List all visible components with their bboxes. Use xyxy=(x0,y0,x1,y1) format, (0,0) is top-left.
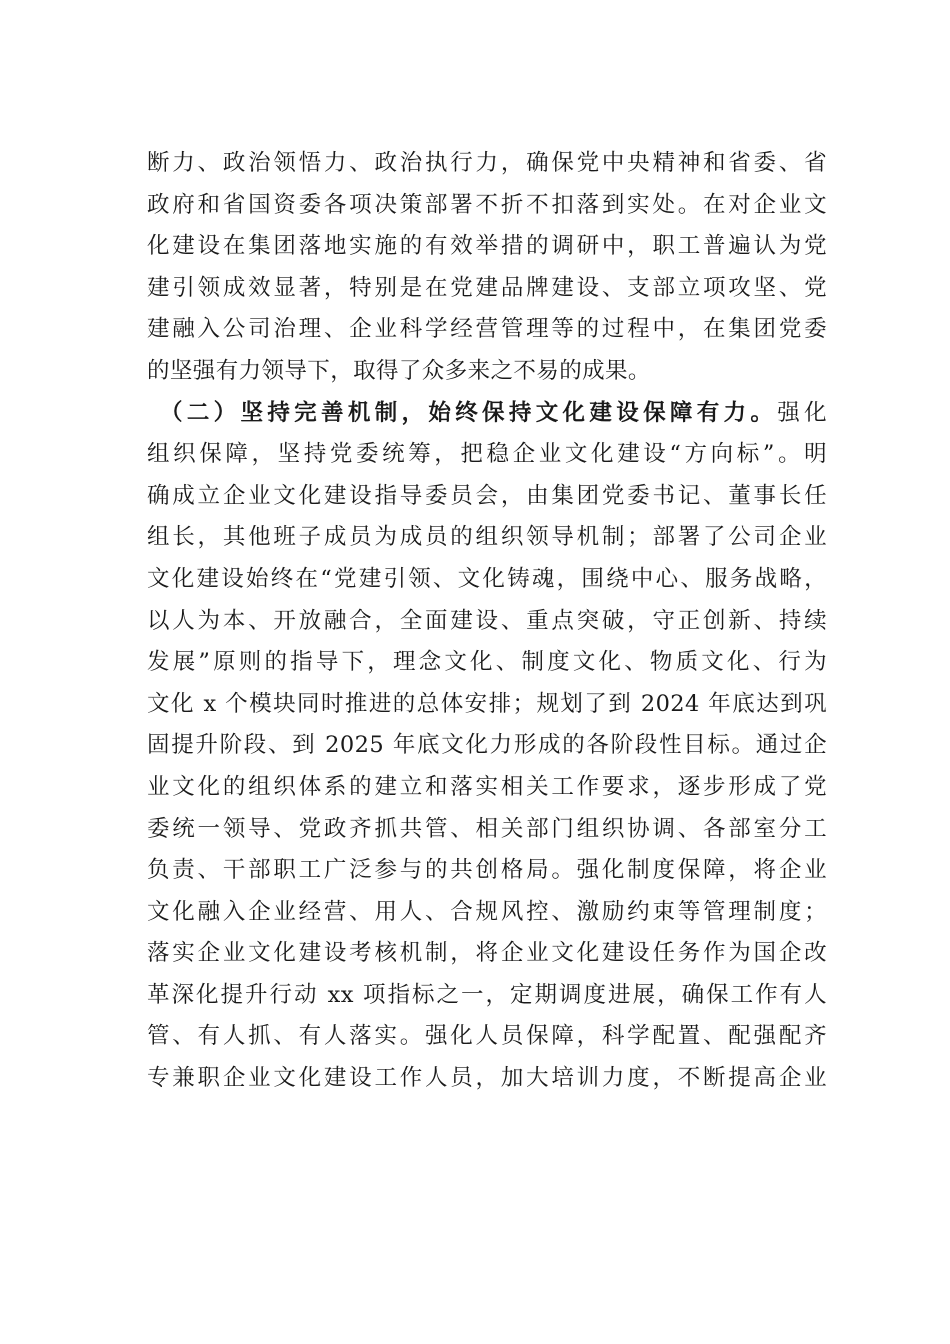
text-line xyxy=(147,1058,827,1100)
line-text: 固提升阶段、到 2025 年底文化力形成的各阶段性目标。通过企 xyxy=(147,732,827,759)
text-line xyxy=(147,185,827,227)
line-text: 断力、政治领悟力、政治执行力，确保党中央精神和省委、省 xyxy=(147,150,827,176)
line-text: 文化建设始终在“党建引领、文化铸魂，围绕中心、服务战略， xyxy=(147,565,827,592)
text-line xyxy=(147,143,827,185)
text-line xyxy=(147,933,827,975)
line-text: 文化融入企业经营、用人、合规风控、激励约束等管理制度； xyxy=(147,898,827,925)
text-line xyxy=(147,892,827,934)
body-text xyxy=(147,143,827,1100)
section-heading-line xyxy=(147,393,827,435)
text-line xyxy=(147,559,827,601)
line-text: 确成立企业文化建设指导委员会，由集团党委书记、董事长任 xyxy=(147,482,827,509)
line-text: 建融入公司治理、企业科学经营管理等的过程中，在集团党委 xyxy=(147,316,827,343)
text-line xyxy=(147,517,827,559)
line-text: 建引领成效显著，特别是在党建品牌建设、支部立项攻坚、党 xyxy=(147,274,827,301)
line-text: 政府和省国资委各项决策部署不折不扣落到实处。在对企业文 xyxy=(147,191,827,218)
text-line xyxy=(147,809,827,851)
line-text: 专兼职企业文化建设工作人员，加大培训力度，不断提高企业 xyxy=(147,1065,827,1092)
text-line xyxy=(147,850,827,892)
line-text: 强化 xyxy=(777,399,827,426)
line-text: 文化 x 个模块同时推进的总体安排；规划了到 2024 年底达到巩 xyxy=(147,690,827,717)
line-text: 的坚强有力领导下，取得了众多来之不易的成果。 xyxy=(147,357,651,384)
line-text: 革深化提升行动 xx 项指标之一，定期调度进展，确保工作有人 xyxy=(147,981,827,1008)
text-line xyxy=(147,601,827,643)
text-line xyxy=(147,767,827,809)
line-text: 业文化的组织体系的建立和落实相关工作要求，逐步形成了党 xyxy=(147,773,827,800)
line-text: 组织保障，坚持党委统筹，把稳企业文化建设“方向标”。明 xyxy=(147,441,827,468)
line-text: 组长，其他班子成员为成员的组织领导机制；部署了公司企业 xyxy=(147,524,827,551)
text-line xyxy=(147,476,827,518)
line-text: 落实企业文化建设考核机制，将企业文化建设任务作为国企改 xyxy=(147,940,827,967)
text-line xyxy=(147,351,827,393)
text-line xyxy=(147,975,827,1017)
line-text: 以人为本、开放融合，全面建设、重点突破，守正创新、持续 xyxy=(147,607,827,634)
text-line xyxy=(147,434,827,476)
text-line xyxy=(147,642,827,684)
section-heading: （二）坚持完善机制，始终保持文化建设保障有力。 xyxy=(160,399,778,426)
text-line xyxy=(147,725,827,767)
text-line xyxy=(147,268,827,310)
line-text: 化建设在集团落地实施的有效举措的调研中，职工普遍认为党 xyxy=(147,233,827,260)
text-line xyxy=(147,309,827,351)
line-text: 负责、干部职工广泛参与的共创格局。强化制度保障，将企业 xyxy=(147,857,827,884)
text-line xyxy=(147,684,827,726)
line-text: 管、有人抓、有人落实。强化人员保障，科学配置、配强配齐 xyxy=(147,1023,827,1050)
line-text: 委统一领导、党政齐抓共管、相关部门组织协调、各部室分工 xyxy=(147,815,827,842)
line-text: 发展”原则的指导下，理念文化、制度文化、物质文化、行为 xyxy=(147,649,827,676)
text-line xyxy=(147,226,827,268)
text-line xyxy=(147,1016,827,1058)
